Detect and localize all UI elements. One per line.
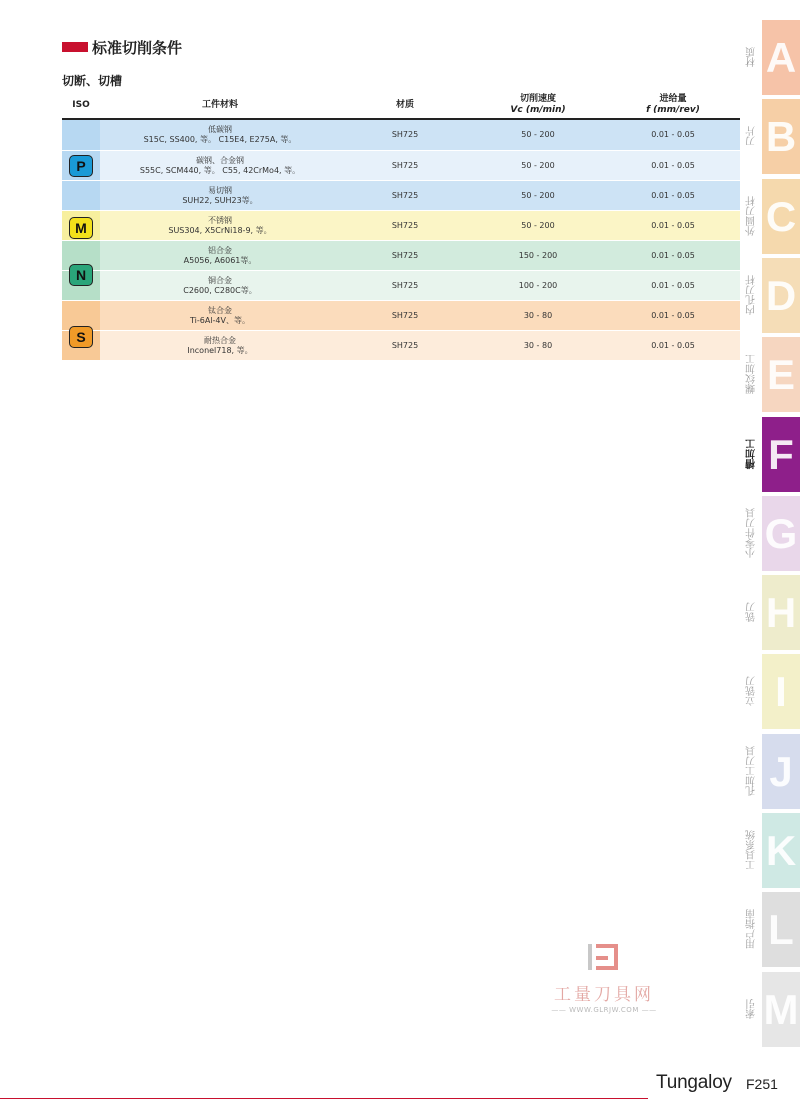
material-examples: S15C, SS400, 等。 C15E4, E275A, 等。 — [143, 135, 297, 144]
side-tab-letter: I — [762, 654, 800, 729]
material-examples: SUH22, SUH23等。 — [182, 195, 258, 205]
side-tab-g[interactable] — [742, 496, 800, 571]
material-examples: Ti-6Al-4V、等。 — [190, 315, 250, 325]
material-examples: S55C, SCM440, 等。 C55, 42CrMo4, 等。 — [139, 165, 301, 175]
side-tab-label: 刀片 — [746, 126, 758, 147]
side-tab-label: 材质 — [746, 47, 758, 68]
table-header — [62, 90, 740, 120]
material-name: 易切钢 — [208, 185, 232, 195]
side-tab-a[interactable] — [742, 20, 800, 95]
table-row — [62, 330, 740, 360]
iso-badge: M — [69, 217, 93, 239]
side-tab-m[interactable] — [742, 972, 800, 1047]
side-tab-e[interactable] — [742, 337, 800, 412]
material-examples: SUS304, X5CrNi18-9, 等。 — [168, 225, 272, 235]
grade-cell: SH725 — [340, 331, 470, 360]
material-examples: A5056, A6061等。 — [183, 255, 257, 265]
cutting-speed-cell: 30 - 80 — [470, 331, 606, 360]
table-row — [62, 210, 740, 240]
cutting-speed-cell: 100 - 200 — [470, 271, 606, 300]
side-tab-label: 工具系统 — [746, 830, 758, 871]
material-cell — [100, 181, 340, 210]
feed-cell: 0.01 - 0.05 — [606, 151, 740, 180]
side-tab-b[interactable] — [742, 99, 800, 174]
watermark — [536, 942, 672, 1014]
side-tab-letter: H — [762, 575, 800, 650]
side-tab-label: 小零件刀具 — [746, 508, 758, 559]
side-tab-label: 铣刀 — [746, 602, 758, 623]
side-tab-letter: A — [762, 20, 800, 95]
iso-group — [62, 213, 100, 243]
side-tab-letter: F — [762, 417, 800, 492]
side-tab-label: 内孔刀杆 — [746, 275, 758, 316]
grade-cell: SH725 — [340, 120, 470, 150]
table-row — [62, 240, 740, 270]
side-tab-letter: L — [762, 892, 800, 967]
table-body — [62, 120, 740, 360]
watermark-url: —— WWW.GLRJW.COM —— — [551, 1006, 657, 1014]
side-tab-label: 槽加工 — [746, 439, 758, 470]
page-title: 标准切削条件 — [92, 39, 183, 57]
material-name: 低碳钢 — [208, 125, 232, 134]
material-cell — [100, 120, 340, 150]
material-name: 铝合金 — [208, 245, 232, 255]
material-cell — [100, 331, 340, 360]
side-tab-i[interactable] — [742, 654, 800, 729]
side-tab-l[interactable] — [742, 892, 800, 967]
material-name: 铜合金 — [208, 275, 232, 285]
material-cell — [100, 301, 340, 330]
header-cutting-speed: 切削速度 Vc (m/min) — [510, 94, 566, 115]
page-number: F251 — [746, 1076, 778, 1092]
side-tab-letter: M — [762, 972, 800, 1047]
cutting-speed-cell: 50 - 200 — [470, 120, 606, 150]
section-subtitle: 切断、切槽 — [62, 74, 123, 88]
title-accent-bar — [62, 42, 88, 52]
header-grade: 材质 — [395, 99, 414, 110]
side-tab-label: 立铣刀 — [746, 676, 758, 707]
brand-name: Tungaloy — [656, 1072, 732, 1093]
material-name: 碳钢、合金钢 — [196, 155, 244, 165]
side-tab-letter: D — [762, 258, 800, 333]
feed-cell: 0.01 - 0.05 — [606, 211, 740, 240]
side-tab-d[interactable] — [742, 258, 800, 333]
side-tab-letter: K — [762, 813, 800, 888]
side-tab-label: 孔加工刀具 — [746, 746, 758, 797]
feed-cell: 0.01 - 0.05 — [606, 181, 740, 210]
side-tab-letter: B — [762, 99, 800, 174]
material-name: 钛合金 — [208, 305, 232, 315]
cutting-speed-cell: 30 - 80 — [470, 301, 606, 330]
side-tab-letter: C — [762, 179, 800, 254]
table-row — [62, 150, 740, 180]
material-cell — [100, 211, 340, 240]
feed-cell: 0.01 - 0.05 — [606, 331, 740, 360]
grade-cell: SH725 — [340, 301, 470, 330]
side-tab-label: 外圆刀杆 — [746, 196, 758, 237]
iso-badge: P — [69, 155, 93, 177]
side-tab-letter: E — [762, 337, 800, 412]
side-tab-c[interactable] — [742, 179, 800, 254]
watermark-logo-icon — [582, 942, 626, 974]
table-row — [62, 270, 740, 300]
iso-badge: N — [69, 264, 93, 286]
iso-group — [62, 306, 100, 367]
cutting-speed-cell: 150 - 200 — [470, 241, 606, 270]
iso-group — [62, 244, 100, 305]
iso-group — [62, 120, 100, 212]
side-tab-label: 用户指南 — [746, 909, 758, 950]
side-tab-k[interactable] — [742, 813, 800, 888]
material-name: 不锈钢 — [208, 215, 232, 225]
material-cell — [100, 271, 340, 300]
footer-rule — [0, 1098, 648, 1099]
header-feed: 进给量 f (mm/rev) — [646, 94, 700, 115]
table-row — [62, 300, 740, 330]
iso-badge: S — [69, 326, 93, 348]
side-tab-label: 索引 — [746, 999, 758, 1020]
material-cell — [100, 241, 340, 270]
material-examples: Inconel718, 等。 — [187, 345, 253, 355]
cutting-conditions-table — [62, 90, 740, 360]
side-tab-j[interactable] — [742, 734, 800, 809]
header-material: 工件材料 — [201, 99, 238, 110]
feed-cell: 0.01 - 0.05 — [606, 271, 740, 300]
watermark-text: 工量刀具网 — [554, 985, 654, 1005]
material-name: 耐热合金 — [204, 335, 236, 345]
side-tab-label: 螺纹加工 — [746, 354, 758, 395]
cutting-speed-cell: 50 - 200 — [470, 211, 606, 240]
cutting-speed-cell: 50 - 200 — [470, 181, 606, 210]
side-tab-f[interactable] — [742, 417, 800, 492]
side-tab-h[interactable] — [742, 575, 800, 650]
feed-cell: 0.01 - 0.05 — [606, 301, 740, 330]
feed-cell: 0.01 - 0.05 — [606, 241, 740, 270]
material-examples: C2600, C280C等。 — [183, 285, 257, 295]
side-tab-letter: G — [762, 496, 800, 571]
grade-cell: SH725 — [340, 181, 470, 210]
feed-cell: 0.01 - 0.05 — [606, 120, 740, 150]
grade-cell: SH725 — [340, 151, 470, 180]
material-cell — [100, 151, 340, 180]
header-iso: ISO — [72, 99, 90, 110]
table-row — [62, 180, 740, 210]
grade-cell: SH725 — [340, 241, 470, 270]
table-row — [62, 120, 740, 150]
grade-cell: SH725 — [340, 271, 470, 300]
cutting-speed-cell: 50 - 200 — [470, 151, 606, 180]
grade-cell: SH725 — [340, 211, 470, 240]
side-tab-letter: J — [762, 734, 800, 809]
